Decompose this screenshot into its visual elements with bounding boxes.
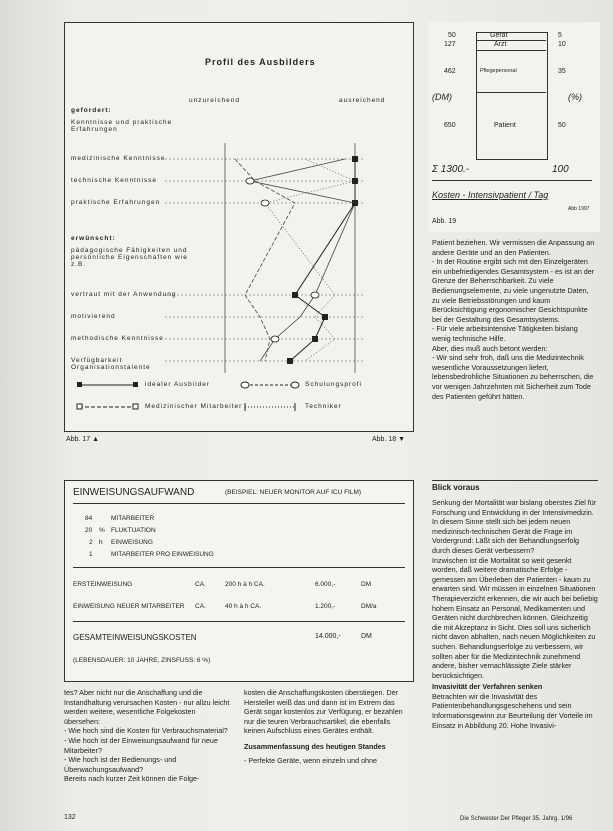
box-note: (LEBENSDAUER: 10 JAHRE, ZINSFUSS: 6 %) <box>73 657 211 664</box>
legend-label: Schulungsprofi <box>305 381 362 388</box>
row-label: motivierend <box>71 313 116 320</box>
cost-percent: 50 <box>558 122 566 129</box>
box-title: EINWEISUNGSAUFWAND <box>73 487 195 498</box>
line-unit: DM <box>361 581 372 588</box>
box-subtitle: (BEISPIEL: NEUER MONITOR AUF ICU FILM) <box>225 489 362 496</box>
item-unit: % <box>99 527 105 534</box>
line-ca: CA. <box>195 581 206 588</box>
caption-fig17: Abb. 17 ▲ <box>66 436 100 443</box>
section-desired-sub: pädagogische Fähigkeiten und persönliche Eigenschaften wie z.B. <box>71 247 188 268</box>
cost-label: Arzt <box>494 41 507 48</box>
caption-fig18: Abb. 18 ▼ <box>372 436 406 443</box>
figure-17-profile-chart <box>64 22 414 432</box>
paragraph: - In der Routine ergibt sich mit den Einzelgeräten ein unbefriedigendes Gesamtsystem - es ist an der Grenze der Beherrschbarkeit. Zu viele Bedienungselemente, zu viele ungenutzte Daten, zu viele Betriebsstörungen und kaum Berücksichtigung ergonomischer Gesichtspunkte bei der Gestaltung des Gesamtsystems. <box>432 257 595 324</box>
line-calc: 40 h à h CA. <box>225 603 262 610</box>
section-heading: Blick voraus <box>432 480 598 492</box>
row-label: technische Kenntnisse <box>71 177 158 184</box>
training-cost-box <box>64 480 414 682</box>
legend-label: Techniker <box>305 403 342 410</box>
line-sum: 1.200,- <box>315 603 336 610</box>
total-label: GESAMTEINWEISUNGSKOSTEN <box>73 633 197 642</box>
paragraph: - Wir sind sehr froh, daß uns die Medizintechnik wesentliche Voraussetzungen liefert, lebensbedrohliche Situationen zu beherrschen, die vor wenigen Jahrzehnten mit Sicherheit zum Tode des Patienten geführt hätten. <box>432 353 594 401</box>
item-text: EINWEISUNG <box>111 539 153 546</box>
figure-19-title: Kosten - Intensivpatient / Tag <box>432 190 549 200</box>
cost-percent: 35 <box>558 68 566 75</box>
paragraph: - Für viele arbeitsintensive Tätigkeiten bislang wenig technische Hilfe. <box>432 324 578 343</box>
column-label-high: ausreichend <box>339 97 386 104</box>
line-ca: CA. <box>195 603 206 610</box>
figure-title: Profil des Ausbilders <box>205 57 316 67</box>
cost-value: 127 <box>444 41 456 48</box>
total-unit: DM <box>361 633 372 640</box>
line-sum: 6.000,- <box>315 581 336 588</box>
cost-value: 650 <box>444 122 456 129</box>
unit-right: (%) <box>568 92 582 102</box>
right-column-top <box>432 238 598 401</box>
section-heading: Invasivität der Verfahren senken <box>432 682 543 692</box>
paragraph: tes? Aber nicht nur die Anschaffung und die Instandhaltung verursachen Kosten - nur allzu leicht werden weitere, wesentliche Folgekosten übersehen: <box>64 688 230 726</box>
row-label: methodische Kenntnisse <box>71 335 164 342</box>
legend-label: Medizinischer Mitarbeiter <box>145 403 243 410</box>
left-column <box>64 688 232 784</box>
row-label: Verfügbarkeit Organisationstalente <box>71 357 151 371</box>
paragraph: Senkung der Mortalität war bislang oberstes Ziel für Forschung und Entwicklung in der Intensivmedizin. In diesem Sinne stellt sich bei jedem neuen medizinisch-technischen Gerät die Frage im Vordergrund: Läßt sich der Behandlungserfolg durch dieses Gerät verbessern? <box>432 498 597 555</box>
section-required: gefordert: <box>71 107 112 114</box>
sum-left: Σ 1300.- <box>432 164 470 175</box>
line-label: ERSTEINWEISUNG <box>73 581 133 588</box>
paragraph: Inzwischen ist die Mortalität so weit gesenkt worden, daß weitere dramatische Erfolge - gemessen am Überleben der Patienten - kaum zu erwarten sind. Wir müssen in einzelnen Situationen Therapieverzicht erkennen, die wir auch bei beliebig hohem Einsatz an Personal, Medikamenten und Geräten nicht durchbrechen können. Gleichzeitig die mit Akzeptanz in Sicht. Dies soll uns sicherlich nicht davon abhalten, nach neuen Möglichkeiten zu suchen. Behandlungserfolge zu verbessern, wir sollten aber für die Medizintechnik zunehmend andere, bisher vernachlässigte Ziele stärker berücksichtigen. <box>432 555 598 680</box>
journal-footer: Die Schwester Der Pfleger 35. Jahrg. 1/96 <box>460 816 573 822</box>
source-note: Abb 1997 <box>568 206 590 212</box>
stacked-bar <box>476 32 548 160</box>
paragraph: Bereits nach kurzer Zeit können die Folge- <box>64 774 200 784</box>
cost-percent: 10 <box>558 41 566 48</box>
page-number: 132 <box>64 814 76 821</box>
middle-column <box>244 688 412 765</box>
legend-label: idealer Ausbilder <box>145 381 211 388</box>
item-number: 2 <box>89 539 93 546</box>
cost-value: 50 <box>448 32 456 39</box>
column-label-low: unzureichend <box>189 97 241 104</box>
cost-label: Pflegepersonal <box>480 68 517 74</box>
paragraph: Patient beziehen. Wir vermissen die Anpassung an andere Geräte und an den Patienten. <box>432 238 595 257</box>
right-column-bottom <box>432 498 598 730</box>
line-label: EINWEISUNG NEUER MITARBEITER <box>73 603 185 610</box>
section-heading: Zusammenfassung des heutigen Standes <box>244 741 386 751</box>
item-text: FLUKTUATION <box>111 527 156 534</box>
unit-left: (DM) <box>432 92 452 102</box>
profile-lines <box>65 23 413 431</box>
section-desired: erwünscht: <box>71 235 116 242</box>
caption-fig19: Abb. 19 <box>432 218 457 225</box>
item-text: MITARBEITER PRO EINWEISUNG <box>111 551 214 558</box>
paragraph: - Perfekte Geräte, wenn einzeln und ohne <box>244 755 378 765</box>
item-number: 84 <box>85 515 93 522</box>
item-number: 20 <box>85 527 93 534</box>
section-required-sub: Kenntnisse und praktische Erfahrungen <box>71 119 173 133</box>
bullet: - Wie hoch ist der Einweisungsaufwand für neue Mitarbeiter? <box>64 735 218 755</box>
sum-right: 100 <box>552 164 569 175</box>
paragraph: Betrachten wir die Invasivität des Patientenbehandlungsgeschehens und sein Informationsgewinn zur Beurteilung der Vorteile im Einsatz in Abbildung 20. Hohe Invasivi- <box>432 691 593 730</box>
figure-19-cost-bar <box>428 22 600 232</box>
cost-label: Gerät <box>490 32 508 39</box>
cost-percent: 5 <box>558 32 562 39</box>
item-number: 1 <box>89 551 93 558</box>
bullet: - Wie hoch sind die Kosten für Verbrauchsmaterial? <box>64 726 228 736</box>
cost-value: 462 <box>444 68 456 75</box>
row-label: praktische Erfahrungen <box>71 199 161 206</box>
item-text: MITARBEITER <box>111 515 155 522</box>
paragraph: kosten die Anschaffungskosten überstiegen. Der Hersteller weiß das und dann ist im Extrem das Gerät sogar kostenlos zur Verfügung, er bezahlen nur die teuren Verbrauchsartikel, die ebenfalls keinen Aufschluss eines Gerätes enthält. <box>244 688 403 736</box>
row-label: medizinische Kenntnisse <box>71 155 166 162</box>
row-label: vertraut mit der Anwendung <box>71 291 177 298</box>
cost-label: Patient <box>494 122 516 129</box>
total-sum: 14.000,- <box>315 633 341 640</box>
item-unit: h <box>99 539 103 546</box>
line-calc: 200 h à h CA. <box>225 581 265 588</box>
bullet: - Wie hoch ist der Bedienungs- und Überwachungsaufwand? <box>64 755 177 774</box>
line-unit: DM/a <box>361 603 377 610</box>
paragraph: Aber, dies muß auch betont werden: <box>432 343 548 353</box>
